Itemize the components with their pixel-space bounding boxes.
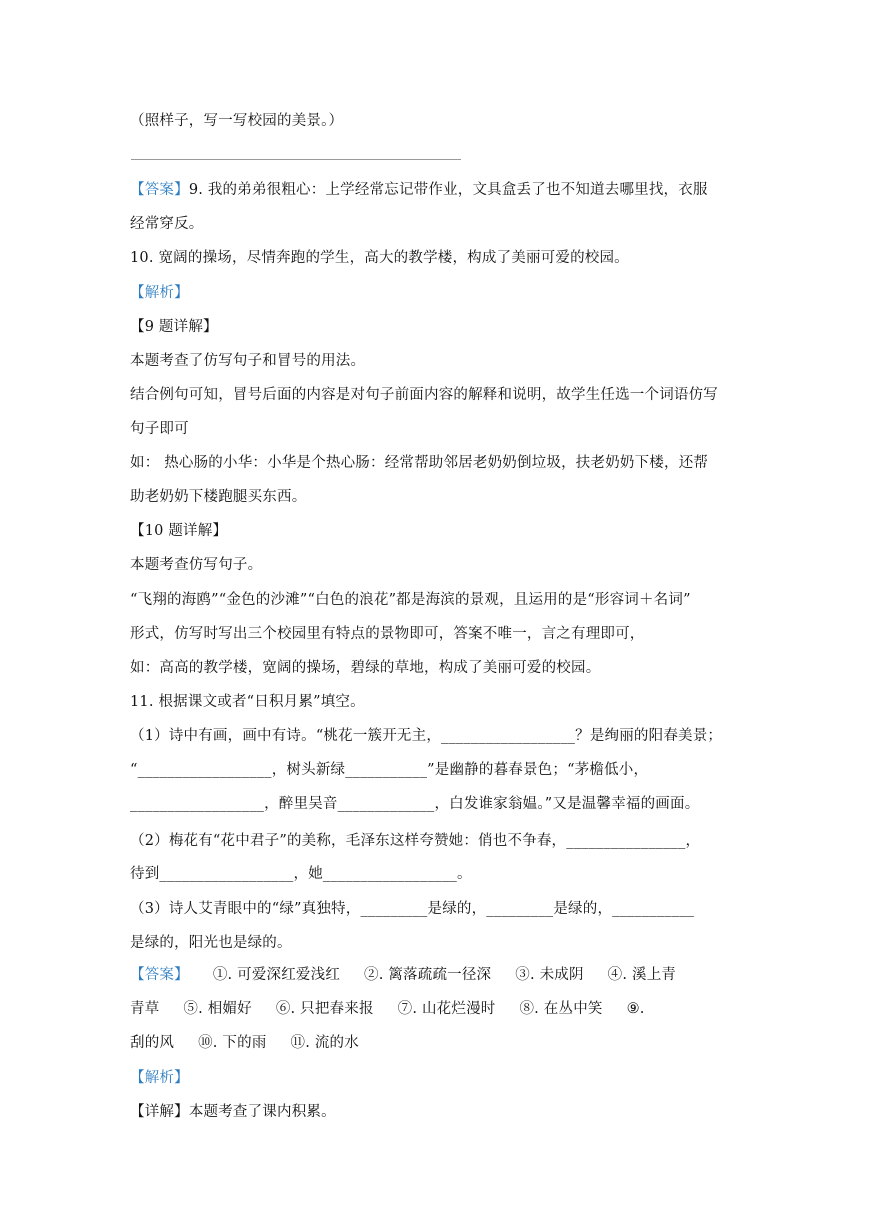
answer-item: ③. 未成阴 <box>515 967 584 983</box>
q9-answer-text: 9. 我的弟弟很粗心：上学经常忘记带作业，文具盒丢了也不知道去哪里找，衣服 <box>188 182 708 198</box>
q9-detail-p2-line1: 结合例句可知，冒号后面的内容是对句子前面内容的解释和说明，故学生任选一个词语仿写 <box>130 387 718 403</box>
q11-part3-line1: （3）诗人艾青眼中的“绿”真独特，_________是绿的，_________是绿的，___________ <box>130 901 695 917</box>
answer-tag: 【答案】 <box>130 182 189 198</box>
answer-item: ②. 篱落疏疏一径深 <box>364 967 492 983</box>
q9-detail-heading: 【9 题详解】 <box>130 319 218 335</box>
q10-detail-heading: 【10 题详解】 <box>130 523 228 539</box>
answer-item: 刮的风 <box>130 1035 175 1051</box>
answer-item: ⑪. 流的水 <box>290 1035 359 1051</box>
answer-item: ④. 溪上青 <box>607 967 677 983</box>
q11-answer-line-1 <box>130 965 676 985</box>
answer-item: ⑦. 山花烂漫时 <box>397 1001 496 1017</box>
answer-underline <box>131 159 461 160</box>
q11-detail <box>130 1102 336 1122</box>
answer-item: ⑧. 在丛中笑 <box>519 1001 603 1017</box>
q11-answer-line-2 <box>130 999 645 1019</box>
answer-item: ⑥. 只把春来报 <box>275 1001 374 1017</box>
q11-answer-line-3 <box>130 1033 359 1053</box>
analysis-tag: 【解析】 <box>130 1070 189 1086</box>
answer-item: ⑩. 下的雨 <box>198 1035 267 1051</box>
answer-item: 青草 <box>130 1001 160 1017</box>
answer-item: ①. 可爱深红爱浅红 <box>212 967 341 983</box>
q9-answer-line-1 <box>130 180 708 200</box>
q8-instruction: （照样子，写一写校园的美景。） <box>130 113 344 129</box>
q9-answer-line-2: 经常穿反。 <box>130 216 204 232</box>
detail-heading: 【详解】 <box>130 1104 189 1120</box>
q10-detail-p2-line2: 形式，仿写时写出三个校园里有特点的景物即可，答案不唯一，言之有理即可， <box>130 626 645 642</box>
q11-part1-line2: “__________________，树头新绿___________”是幽静的暮春景色；“茅檐低小， <box>130 762 649 778</box>
q9-detail-p3-line2: 助老奶奶下楼跑腿买东西。 <box>130 489 307 505</box>
answer-item: ⑤. 相媚好 <box>183 1001 252 1017</box>
q11-part2-line2: 待到__________________，她__________________。 <box>130 866 472 882</box>
q10-detail-p1: 本题考查仿写句子。 <box>130 557 263 573</box>
answer-item: ⑨. <box>626 1001 645 1017</box>
q11-part2-line1: （2）梅花有“花中君子”的美称，毛泽东这样夸赞她：俏也不争春，________________， <box>130 833 701 849</box>
q9-detail-p1: 本题考查了仿写句子和冒号的用法。 <box>130 353 366 369</box>
analysis-tag: 【解析】 <box>130 285 189 301</box>
q11-part3-line2: 是绿的，阳光也是绿的。 <box>130 935 292 951</box>
q10-detail-p3: 如：高高的教学楼，宽阔的操场，碧绿的草地，构成了美丽可爱的校园。 <box>130 660 601 676</box>
detail-text: 本题考查了课内积累。 <box>188 1104 336 1120</box>
q9-detail-p3-line1: 如： 热心肠的小华：小华是个热心肠：经常帮助邻居老奶奶倒垃圾，扶老奶奶下楼，还帮 <box>130 455 709 471</box>
q11-part1-line3: __________________，醉里吴音_____________，白发谁家翁媪。”又是温馨幸福的画面。 <box>130 796 700 812</box>
answer-tag: 【答案】 <box>130 967 189 983</box>
q9-detail-p2-line2: 句子即可 <box>130 421 189 437</box>
q10-detail-p2-line1: “飞翔的海鸥”“金色的沙滩”“白色的浪花”都是海滨的景观，且运用的是“形容词＋名词” <box>130 592 691 608</box>
q10-answer: 10. 宽阔的操场，尽情奔跑的学生，高大的教学楼，构成了美丽可爱的校园。 <box>130 250 629 266</box>
q11-title: 11. 根据课文或者“日积月累”填空。 <box>130 694 365 710</box>
q11-part1-line1: （1）诗中有画，画中有诗。“桃花一簇开无主，__________________？是绚丽的阳春美景； <box>130 728 723 744</box>
